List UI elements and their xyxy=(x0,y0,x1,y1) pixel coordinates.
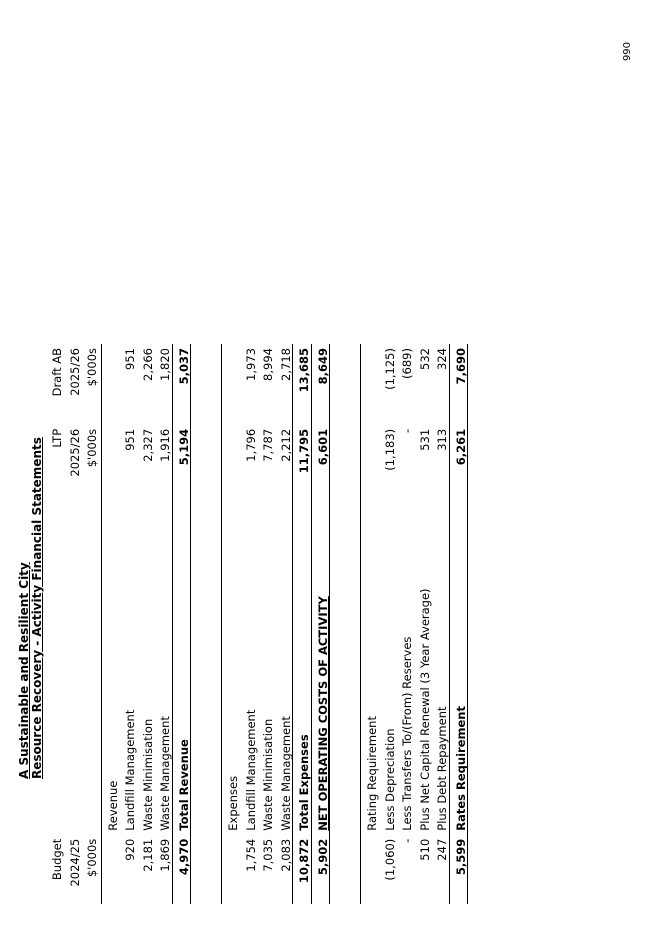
section-title-row xyxy=(361,344,379,904)
table-row xyxy=(275,344,293,904)
total-revenue-row xyxy=(172,344,191,904)
ltp-value: 7,787 xyxy=(261,428,275,462)
financial-statement xyxy=(18,344,468,904)
budget-value: 920 xyxy=(123,838,137,861)
table-row xyxy=(240,344,258,904)
row-label: Landfill Management xyxy=(123,709,137,831)
draft-unit: $'000s xyxy=(85,348,99,387)
ltp-value: 6,261 xyxy=(449,425,468,512)
draft-value: 7,690 xyxy=(449,344,468,425)
row-label: Total Revenue xyxy=(172,511,191,834)
table-row xyxy=(431,344,449,904)
draft-value: 324 xyxy=(435,348,449,370)
draft-header: Draft AB xyxy=(50,348,64,397)
ltp-value: 5,194 xyxy=(172,425,191,512)
rating-title: Rating Requirement xyxy=(365,716,379,831)
ltp-value: (1,183) xyxy=(382,428,397,471)
row-label: Landfill Management xyxy=(243,709,258,831)
budget-value: 1,754 xyxy=(243,838,258,872)
draft-value: 1,820 xyxy=(158,348,172,381)
row-label: Plus Debt Repayment xyxy=(435,706,449,831)
draft-value: (1,125) xyxy=(382,348,397,390)
table-row xyxy=(137,344,155,904)
budget-value: 2,083 xyxy=(278,838,293,872)
budget-value: 4,970 xyxy=(172,835,191,904)
header-row-1 xyxy=(46,344,64,904)
net-operating-row xyxy=(311,344,330,904)
section-title-row xyxy=(101,344,119,904)
budget-value: 1,869 xyxy=(158,838,172,872)
statement-heading-line2: Resource Recovery - Activity Financial Statements xyxy=(30,437,44,779)
row-label: Waste Minimisation xyxy=(261,718,275,831)
table-row xyxy=(257,344,275,904)
table-row xyxy=(154,344,172,904)
budget-value: 2,181 xyxy=(140,838,155,872)
draft-value: 5,037 xyxy=(172,344,191,425)
rotated-statement xyxy=(17,344,468,904)
ltp-value: 11,795 xyxy=(293,425,312,512)
budget-unit: $'000s xyxy=(85,838,99,878)
page-number: 066 xyxy=(619,41,631,62)
section-title-row xyxy=(222,344,240,904)
draft-value: 2,718 xyxy=(278,348,293,381)
budget-value: 7,035 xyxy=(261,838,275,872)
ltp-value: 2,327 xyxy=(140,428,155,462)
ltp-value: 531 xyxy=(417,428,432,451)
draft-value: 2,266 xyxy=(140,348,155,381)
row-label: Waste Management xyxy=(158,716,172,831)
ltp-value: 1,796 xyxy=(243,428,258,462)
draft-value: 1,973 xyxy=(243,348,258,381)
budget-value: 510 xyxy=(417,838,432,861)
ltp-value: 2,212 xyxy=(278,428,293,462)
budget-value: (1,060) xyxy=(382,838,397,881)
ltp-value: - xyxy=(400,428,414,433)
draft-value: 532 xyxy=(417,348,432,370)
table-row xyxy=(119,344,137,904)
header-row-3 xyxy=(81,344,99,904)
row-label: Total Expenses xyxy=(293,511,312,834)
draft-value: 8,994 xyxy=(261,348,275,381)
ltp-value: 1,916 xyxy=(158,428,172,462)
row-label: Rates Requirement xyxy=(449,511,468,834)
budget-year: 2024/25 xyxy=(67,838,82,887)
financial-table xyxy=(46,344,468,904)
rates-requirement-row xyxy=(449,344,468,904)
draft-value: (689) xyxy=(400,348,414,379)
row-label: Less Transfers To/(From) Reserves xyxy=(400,636,414,831)
table-row xyxy=(396,344,414,904)
row-label: Plus Net Capital Renewal (3 Year Average) xyxy=(417,588,432,831)
budget-header: Budget xyxy=(50,838,64,881)
ltp-value: 313 xyxy=(435,428,449,451)
budget-value: 5,599 xyxy=(449,835,468,904)
total-expenses-row xyxy=(293,344,312,904)
row-label: NET OPERATING COSTS OF ACTIVITY xyxy=(311,511,330,834)
draft-year: 2025/26 xyxy=(67,348,82,396)
row-label: Less Depreciation xyxy=(382,728,397,831)
budget-value: 247 xyxy=(435,838,449,861)
revenue-title: Revenue xyxy=(105,780,120,831)
ltp-unit: $'000s xyxy=(85,428,99,468)
budget-value: - xyxy=(400,838,414,843)
ltp-header: LTP xyxy=(50,428,64,448)
ltp-value: 951 xyxy=(123,428,137,451)
budget-value: 5,902 xyxy=(311,835,330,904)
row-label: Waste Management xyxy=(278,716,293,831)
expenses-title: Expenses xyxy=(226,775,240,831)
table-row xyxy=(414,344,432,904)
table-row xyxy=(379,344,397,904)
row-label: Waste Minimisation xyxy=(140,718,155,831)
budget-value: 10,872 xyxy=(293,835,312,904)
statement-heading-line1: A Sustainable and Resilient City xyxy=(17,562,31,779)
ltp-value: 6,601 xyxy=(311,425,330,512)
draft-value: 951 xyxy=(123,348,137,370)
header-row-2 xyxy=(64,344,82,904)
ltp-year: 2025/26 xyxy=(67,428,82,477)
draft-value: 8,649 xyxy=(311,344,330,425)
draft-value: 13,685 xyxy=(293,344,312,425)
